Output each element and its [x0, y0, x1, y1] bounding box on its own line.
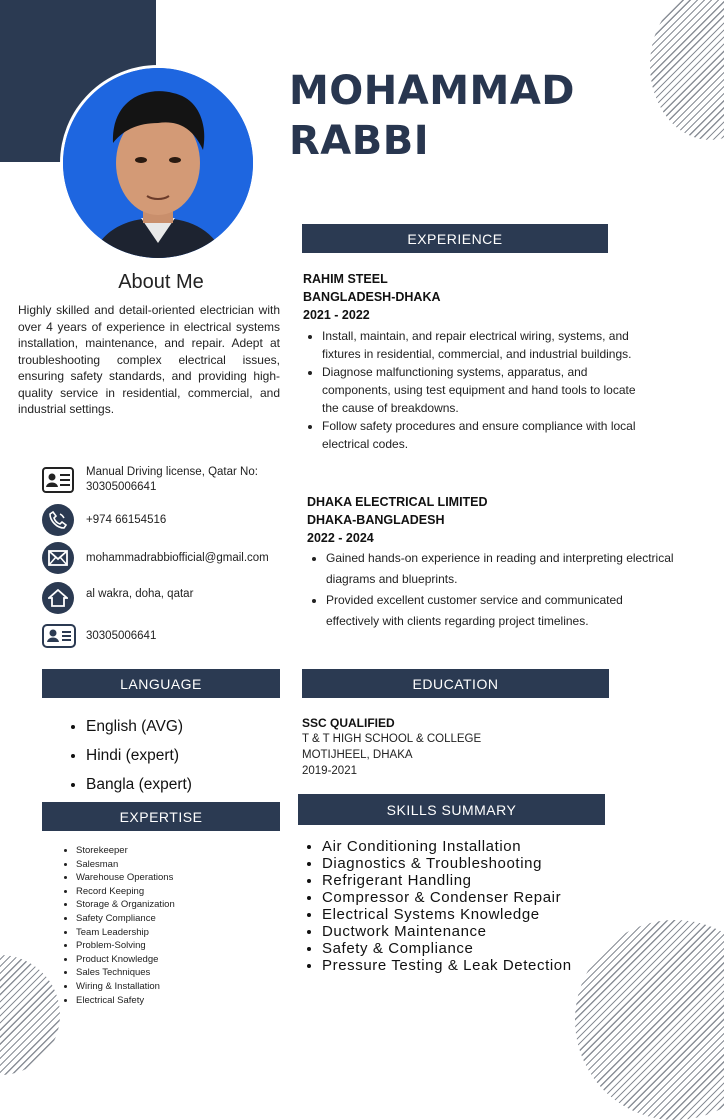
contact-id: [42, 624, 156, 648]
job-1-bullets: [304, 327, 652, 453]
hatch-circle-bottom-left: [0, 955, 60, 1075]
list-item: • Provided excellent customer service and communicated effectively with clients regarding project timelines.: [326, 590, 676, 632]
list-item: • Wiring & Installation: [76, 980, 175, 994]
job-2-location: DHAKA-BANGLADESH: [307, 513, 445, 527]
list-item: • Electrical Systems Knowledge: [322, 906, 572, 923]
contact-address: [42, 582, 193, 614]
experience-header: EXPERIENCE: [302, 224, 608, 253]
job-2-company: DHAKA ELECTRICAL LIMITED: [307, 495, 488, 509]
expertise-header: EXPERTISE: [42, 802, 280, 831]
job-1-location: BANGLADESH-DHAKA: [303, 290, 441, 304]
id-badge-icon: [42, 624, 76, 648]
job-2-header: [307, 493, 488, 547]
education-place: MOTIJHEEL, DHAKA: [302, 749, 413, 761]
education-block: [302, 715, 481, 779]
list-item: • Product Knowledge: [76, 953, 175, 967]
education-header: EDUCATION: [302, 669, 609, 698]
contact-email-text[interactable]: mohammadrabbiofficial@gmail.com: [86, 551, 269, 564]
list-item: • Storage & Organization: [76, 898, 175, 912]
contact-license: [42, 464, 266, 496]
list-item: • Ductwork Maintenance: [322, 923, 572, 940]
skills-header: SKILLS SUMMARY: [298, 794, 605, 825]
list-item: • Safety & Compliance: [322, 940, 572, 957]
list-item: • Gained hands-on experience in reading and interpreting electrical diagrams and blueprints.: [326, 548, 676, 590]
education-title: SSC QUALIFIED: [302, 716, 395, 730]
list-item: • Install, maintain, and repair electrical wiring, systems, and fixtures in residential, commercial, and industrial buildings.: [322, 327, 652, 363]
job-2-period: 2022 - 2024: [307, 531, 374, 545]
contact-phone: [42, 504, 166, 536]
contact-address-text: al wakra, doha, qatar: [86, 587, 194, 600]
last-name: RABBI: [289, 118, 430, 164]
candidate-name: [289, 66, 575, 166]
list-item: • Electrical Safety: [76, 994, 175, 1008]
about-title: About Me: [118, 271, 204, 293]
list-item: • Hindi (expert): [86, 741, 192, 770]
list-item: • English (AVG): [86, 712, 192, 741]
list-item: • Pressure Testing & Leak Detection: [322, 957, 572, 974]
list-item: • Salesman: [76, 858, 175, 872]
list-item: • Record Keeping: [76, 885, 175, 899]
job-1-company: RAHIM STEEL: [303, 272, 388, 286]
list-item: • Storekeeper: [76, 844, 175, 858]
hatch-circle-bottom-right: [575, 920, 724, 1120]
language-list: [68, 712, 192, 799]
hatch-circle-top-right: [650, 0, 724, 140]
job-1-period: 2021 - 2022: [303, 308, 370, 322]
language-header: LANGUAGE: [42, 669, 280, 698]
list-item: • Safety Compliance: [76, 912, 175, 926]
education-school: T & T HIGH SCHOOL & COLLEGE: [302, 733, 482, 745]
profile-photo: [60, 65, 256, 261]
contact-id-text: 30305006641: [86, 629, 157, 642]
email-icon: [42, 542, 74, 574]
first-name: MOHAMMAD: [289, 68, 576, 114]
contact-phone-text[interactable]: +974 66154516: [86, 513, 167, 526]
list-item: • Team Leadership: [76, 926, 175, 940]
list-item: • Refrigerant Handling: [322, 872, 572, 889]
contact-email: [42, 542, 269, 574]
phone-icon: [42, 504, 74, 536]
home-icon: [42, 582, 74, 614]
list-item: • Warehouse Operations: [76, 871, 175, 885]
job-1-header: [303, 270, 441, 324]
list-item: • Air Conditioning Installation: [322, 838, 572, 855]
list-item: • Diagnose malfunctioning systems, apparatus, and components, using test equipment and hand tools to locate the cause of breakdowns.: [322, 363, 652, 417]
list-item: • Diagnostics & Troubleshooting: [322, 855, 572, 872]
expertise-list: [76, 844, 175, 1007]
education-years: 2019-2021: [302, 765, 357, 777]
skills-list: [322, 838, 572, 974]
contact-license-text: Manual Driving license, Qatar No: 30305006641: [86, 466, 258, 493]
list-item: • Bangla (expert): [86, 770, 192, 799]
about-text: Highly skilled and detail-oriented electrician with over 4 years of experience in electrical systems installation, maintenance, and repair. Adept at troubleshooting complex electrical issues, ensuring safety standards, and providing high-quality service in residential, commercial, and industrial settings.: [18, 303, 280, 416]
id-card-icon: [42, 464, 74, 496]
job-2-bullets: [308, 548, 676, 632]
list-item: • Follow safety procedures and ensure compliance with local electrical codes.: [322, 417, 652, 453]
list-item: • Problem-Solving: [76, 939, 175, 953]
list-item: • Compressor & Condenser Repair: [322, 889, 572, 906]
list-item: • Sales Techniques: [76, 966, 175, 980]
